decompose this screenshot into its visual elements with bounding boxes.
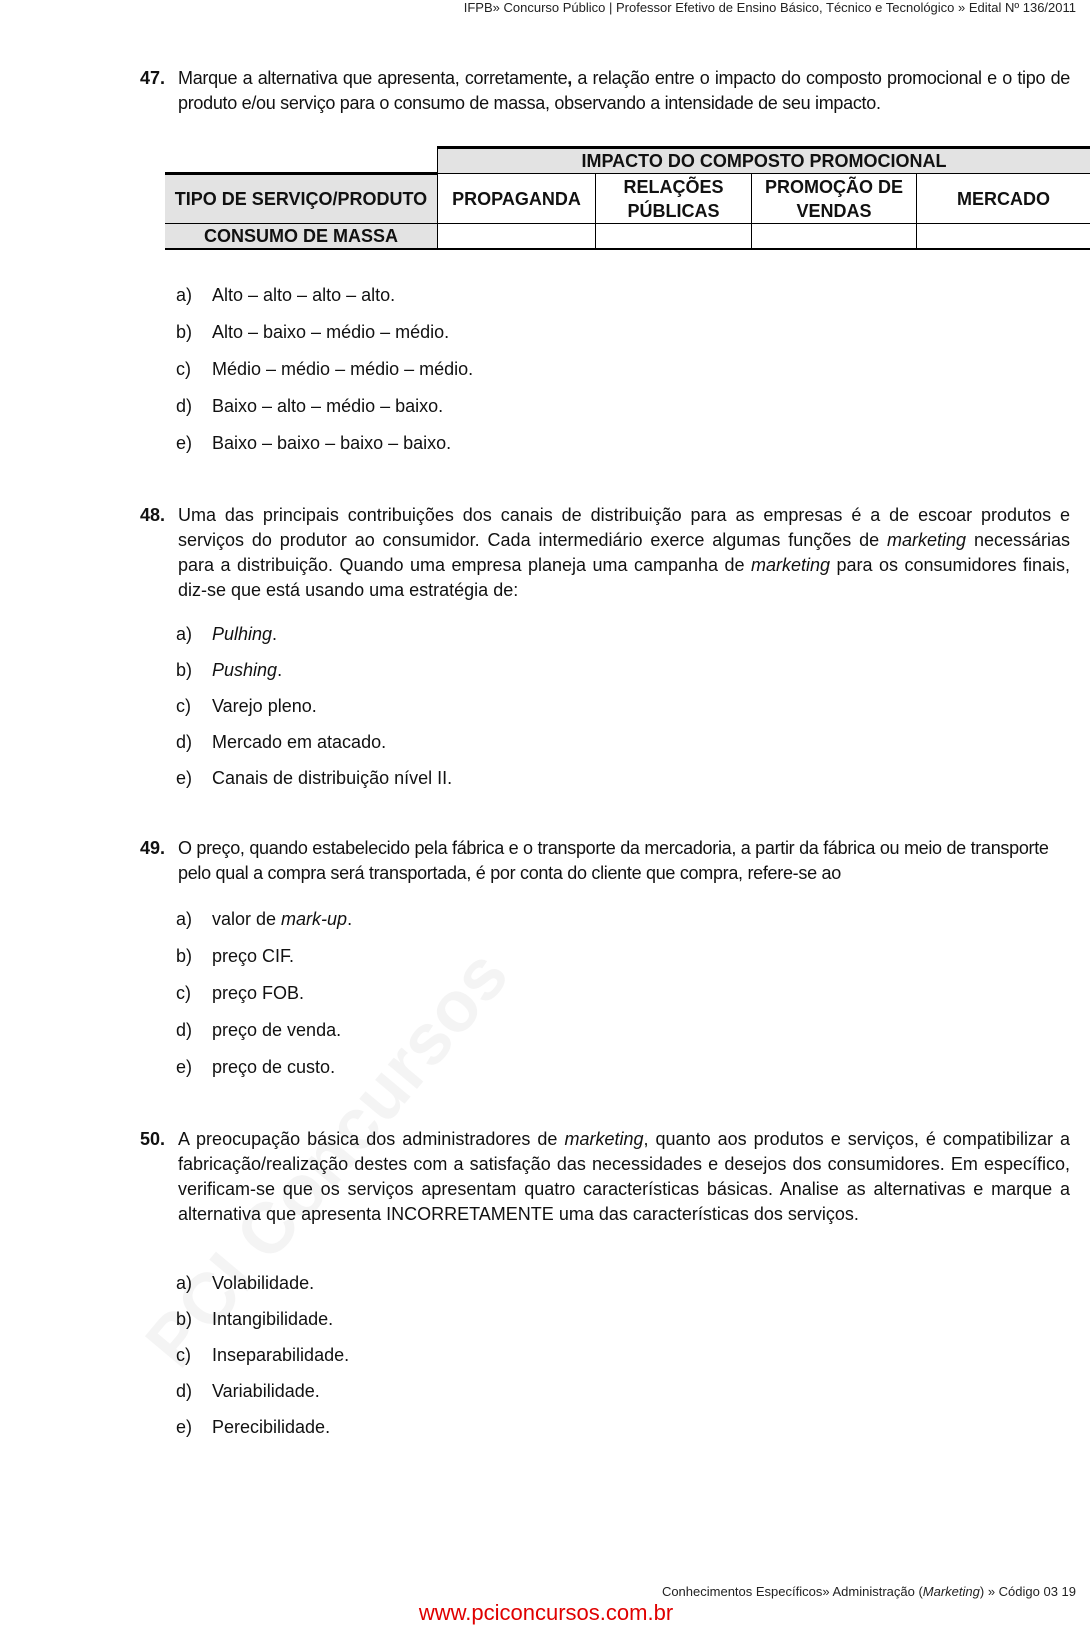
option-d: d) Mercado em atacado. (176, 732, 387, 752)
option-a: a) Alto – alto – alto – alto. (176, 285, 396, 305)
table-cell (752, 224, 917, 250)
question-stem: Marque a alternativa que apresenta, corretamente, a relação entre o impacto do composto promocional e o tipo de produto e/ou serviço para o consumo de massa, observando a intensidade de seu impacto. (178, 68, 1070, 113)
option-e: e) Perecibilidade. (176, 1417, 331, 1437)
column-header: PROPAGANDA (438, 174, 596, 224)
table-cell (596, 224, 752, 250)
option-b: b) Pushing. (176, 660, 283, 680)
column-header: RELAÇÕES PÚBLICAS (596, 174, 752, 224)
option-e: e) preço de custo. (176, 1057, 336, 1077)
row-header: TIPO DE SERVIÇO/PRODUTO (165, 174, 438, 224)
option-a: a) Pulhing. (176, 624, 278, 644)
option-d: d) Baixo – alto – médio – baixo. (176, 396, 444, 416)
column-header: MERCADO (917, 174, 1091, 224)
option-a: a) valor de mark-up. (176, 909, 353, 929)
page-footer: Conhecimentos Específicos» Administração (Marketing) » Código 03 19 (661, 1584, 1076, 1599)
question-number: 47. (140, 68, 166, 88)
question-47 (140, 66, 1070, 116)
question-49 (140, 836, 1070, 886)
site-url[interactable]: www.pciconcursos.com.br (418, 1600, 674, 1625)
question-stem: O preço, quando estabelecido pela fábrica e o transporte da mercadoria, a partir da fábrica ou meio de transporte pelo qual a compra será transportada, é por conta do cliente que compra, refere-se ao (178, 838, 1049, 883)
question-number: 50. (140, 1129, 166, 1149)
option-b: b) Intangibilidade. (176, 1309, 334, 1329)
option-e: e) Baixo – baixo – baixo – baixo. (176, 433, 452, 453)
option-d: d) Variabilidade. (176, 1381, 320, 1401)
question-number: 48. (140, 505, 166, 525)
option-b: b) Alto – baixo – médio – médio. (176, 322, 450, 342)
question-stem: A preocupação básica dos administradores de marketing, quanto aos produtos e serviços, é compatibilizar a fabricação/realização destes com a satisfação das necessidades e desejos dos consumidores. Em específico, verificam-se que os serviços apresentam quatro características básicas. Analise as alternativas e marque a alternativa que apresenta INCORRETAMENTE uma das características dos serviços. (178, 1129, 1070, 1224)
impact-group-header: IMPACTO DO COMPOSTO PROMOCIONAL (438, 148, 1091, 174)
column-header: PROMOÇÃO DE VENDAS (752, 174, 917, 224)
question-48 (140, 503, 1070, 603)
option-c: c) Médio – médio – médio – médio. (176, 359, 474, 379)
impact-table (165, 146, 1090, 250)
page-header: IFPB» Concurso Público | Professor Efetivo de Ensino Básico, Técnico e Tecnológico » Edital Nº 136/2011 (463, 0, 1076, 15)
question-number: 49. (140, 838, 166, 858)
option-c: c) Varejo pleno. (176, 696, 317, 716)
option-c: c) Inseparabilidade. (176, 1345, 350, 1365)
option-c: c) preço FOB. (176, 983, 305, 1003)
table-cell (438, 224, 596, 250)
question-stem: Uma das principais contribuições dos canais de distribuição para as empresas é a de escoar produtos e serviços do produtor ao consumidor. Cada intermediário exerce algumas funções de marketing necessárias para a distribuição. Quando uma empresa planeja uma campanha de marketing para os consumidores finais, diz-se que está usando uma estratégia de: (178, 505, 1071, 600)
option-a: a) Volabilidade. (176, 1273, 315, 1293)
row-label: CONSUMO DE MASSA (165, 224, 438, 250)
option-d: d) preço de venda. (176, 1020, 342, 1040)
option-e: e) Canais de distribuição nível II. (176, 768, 453, 788)
option-b: b) preço CIF. (176, 946, 295, 966)
table-cell (917, 224, 1091, 250)
